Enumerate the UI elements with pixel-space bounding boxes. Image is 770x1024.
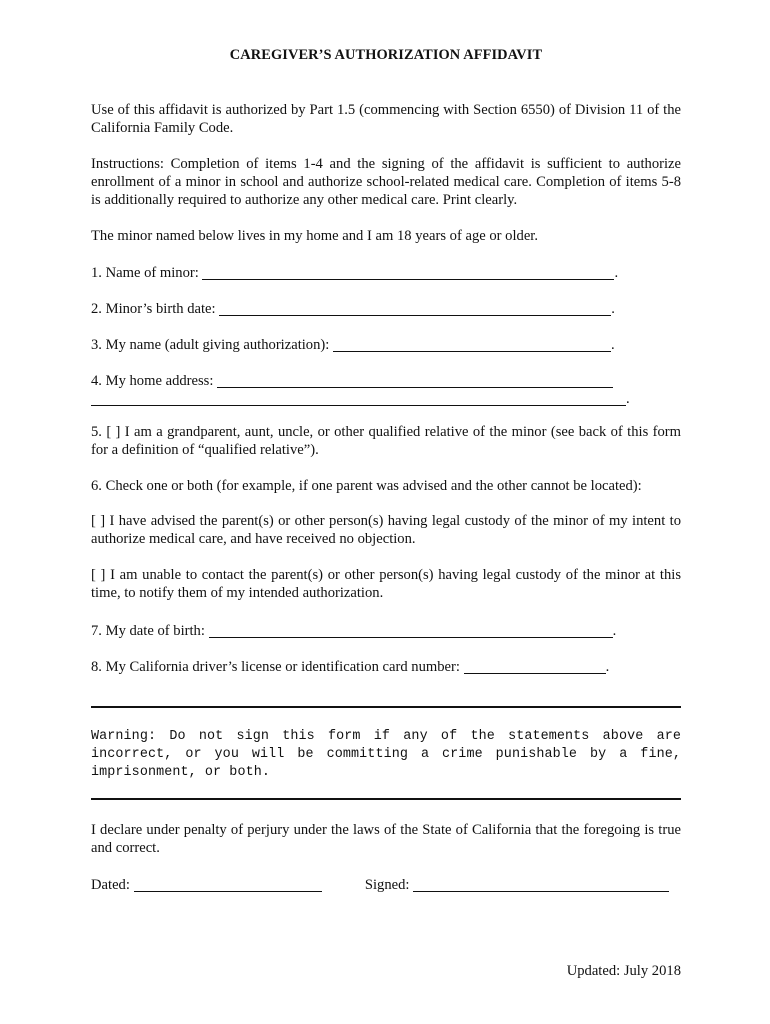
item-1-label: 1. Name of minor:: [91, 265, 199, 281]
item-7-label: 7. My date of birth:: [91, 623, 205, 639]
item-6-option-advised: [ ] I have advised the parent(s) or other person(s) having legal custody of the minor of my intent to authorize medical care, and have received no objection.: [91, 513, 681, 547]
item-4-row-2: [91, 388, 630, 408]
warning-bottom-rule: [91, 798, 681, 800]
warning-text: Warning: Do not sign this form if any of the statements above are incorrect, or you will be committing a crime punishable by a fine, imprisonment, or both.: [91, 729, 681, 780]
age-statement: The minor named below lives in my home and I am 18 years of age or older.: [91, 228, 539, 244]
home-address-field-line-1[interactable]: [217, 373, 613, 388]
warning-top-rule: [91, 706, 681, 708]
item-8-label: 8. My California driver’s license or identification card number:: [91, 659, 460, 675]
item-3-period: .: [610, 337, 615, 353]
item-6-paragraph: 6. Check one or both (for example, if one parent was advised and the other cannot be located):: [91, 478, 642, 494]
item-6-option-unable: [ ] I am unable to contact the parent(s) or other person(s) having legal custody of the minor at this time, to notify them of my intended authorization.: [91, 567, 681, 601]
home-address-field-line-2[interactable]: [91, 391, 626, 406]
item-4-period: .: [626, 391, 630, 407]
item-7-period: .: [612, 623, 617, 639]
adult-name-field[interactable]: [333, 337, 611, 352]
minor-birth-date-field[interactable]: [219, 301, 611, 316]
intro-paragraph: Use of this affidavit is authorized by Part 1.5 (commencing with Section 6550) of Division 11 of the California Family Code.: [91, 102, 681, 136]
document-title: CAREGIVER’S AUTHORIZATION AFFIDAVIT: [229, 47, 543, 63]
item-2-label: 2. Minor’s birth date:: [91, 301, 216, 317]
item-3-label: 3. My name (adult giving authorization):: [91, 337, 330, 353]
signature-row: [91, 874, 669, 894]
item-5-paragraph: 5. [ ] I am a grandparent, aunt, uncle, or other qualified relative of the minor (see back of this form for a definition of “qualified relative”).: [91, 424, 681, 458]
item-8-row: [91, 656, 609, 676]
updated-date: Updated: July 2018: [566, 963, 681, 979]
item-4-row: [91, 370, 613, 390]
item-4-label: 4. My home address:: [91, 373, 214, 389]
item-1-period: .: [614, 265, 619, 281]
item-2-row: [91, 298, 615, 318]
dated-label: Dated:: [91, 877, 130, 893]
dated-field[interactable]: [134, 877, 322, 892]
item-2-period: .: [611, 301, 615, 317]
item-7-row: [91, 620, 616, 640]
item-8-period: .: [605, 659, 610, 675]
instructions-paragraph: Instructions: Completion of items 1-4 and the signing of the affidavit is sufficient to authorize enrollment of a minor in school and authorize school-related medical care. Completion of items 5-8 is additionally required to authorize any other medical care. Print clearly.: [91, 156, 681, 208]
license-number-field[interactable]: [464, 659, 606, 674]
item-1-row: [91, 262, 618, 282]
declaration-paragraph: I declare under penalty of perjury under the laws of the State of California that the foregoing is true and correct.: [91, 822, 681, 856]
minor-name-field[interactable]: [202, 265, 614, 280]
signature-field[interactable]: [413, 877, 669, 892]
caregiver-birth-date-field[interactable]: [209, 623, 613, 638]
item-3-row: [91, 334, 615, 354]
signed-label: Signed:: [364, 877, 410, 893]
